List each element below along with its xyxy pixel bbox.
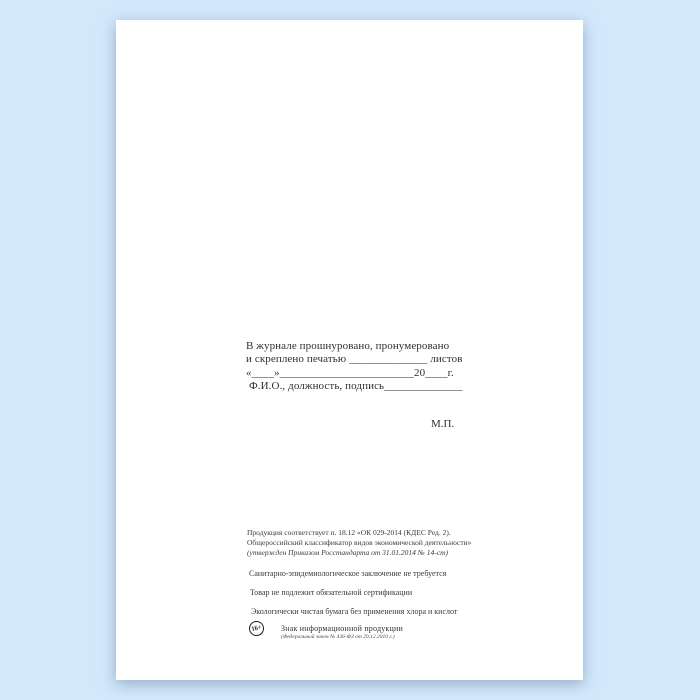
standard-note-line-3: (утвержден Приказом Росстандарта от 31.01.2014 № 14-ст): [247, 548, 448, 557]
stamp-place-label: М.П.: [431, 418, 455, 430]
certification-line-2-sheets-blank: и скреплено печатью ______________ листов: [246, 353, 463, 366]
standard-note-line-1: Продукция соответствует п. 18.12 «ОК 029-2014 (КДЕС Ред. 2).: [247, 528, 451, 537]
certification-line-1: В журнале прошнуровано, пронумеровано: [246, 340, 450, 352]
journal-back-page: [116, 20, 583, 680]
age-rating-label: Знак информационной продукции: [281, 624, 403, 633]
certification-line-3-date-blank: «____»________________________20____г.: [246, 366, 454, 379]
binding-certification-block: [246, 340, 461, 394]
compliance-block: [247, 528, 487, 640]
no-certification-note: Товар не подлежит обязательной сертификации: [250, 588, 413, 597]
age-rating-16plus-icon: 16+: [248, 620, 266, 638]
age-rating-row: [249, 621, 403, 640]
product-standard-note: [247, 528, 487, 558]
eco-paper-note: Экологически чистая бумага без применения хлора и кислот: [251, 607, 458, 616]
age-rating-law-reference: (Федеральный закон № 436-ФЗ от 29.12.2010 г.): [281, 634, 395, 640]
certification-line-4-signature-blank: Ф.И.О., должность, подпись______________: [249, 380, 463, 393]
age-rating-text: [281, 624, 403, 640]
standard-note-line-2: Общероссийский классификатор видов экономической деятельности»: [247, 538, 472, 547]
sanitary-note: Санитарно-эпидемиологическое заключение не требуется: [249, 569, 447, 578]
